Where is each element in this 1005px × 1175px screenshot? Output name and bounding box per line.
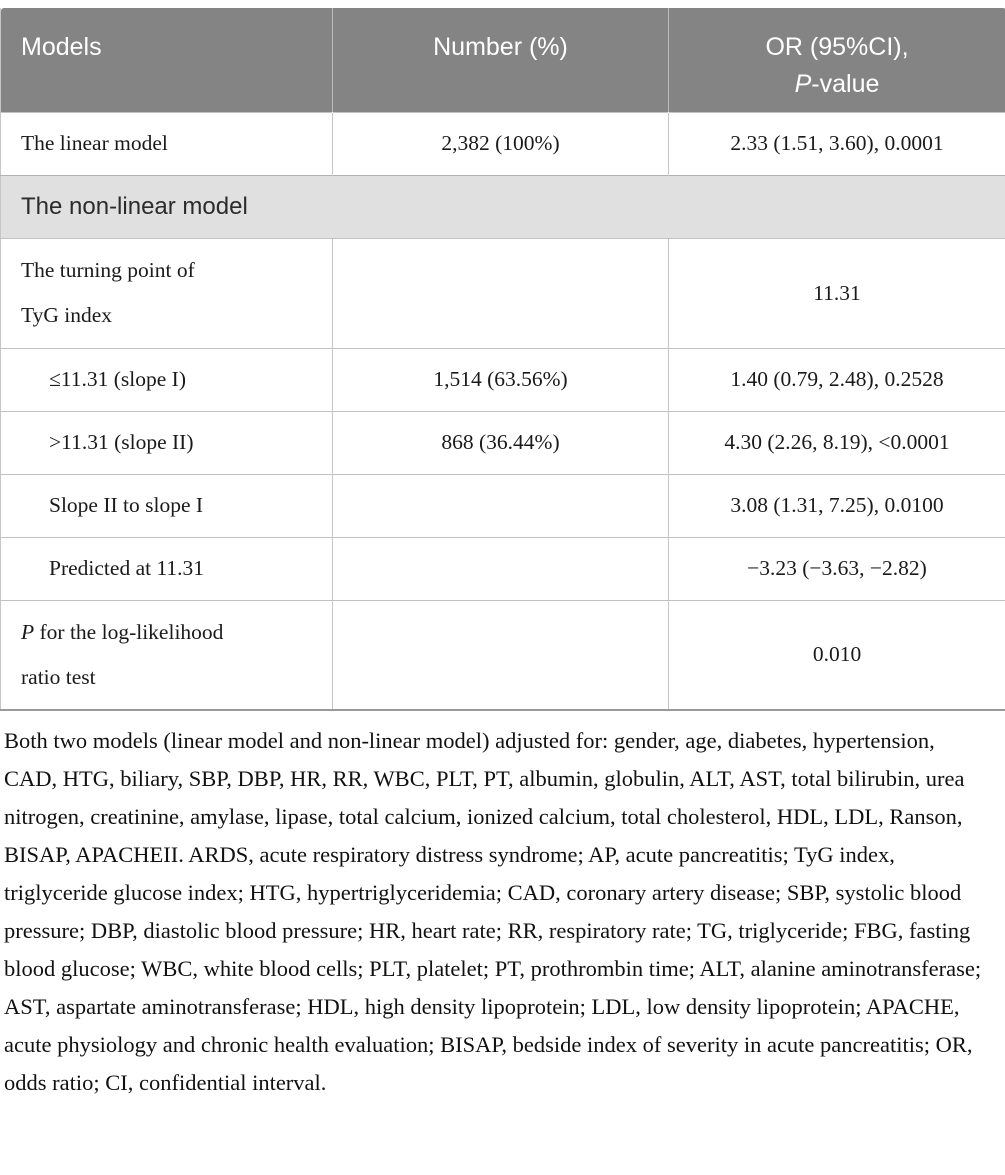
column-header-or-pvalue — [669, 8, 1005, 112]
cell-slope2-number: 868 (36.44%) — [333, 411, 669, 474]
cell-linear-number: 2,382 (100%) — [333, 112, 669, 175]
row-turning-point — [1, 238, 1005, 348]
cell-predicted-number — [333, 537, 669, 600]
cell-loglik-number — [333, 600, 669, 710]
or-header-line2: P-value — [794, 70, 880, 98]
p-italic: P — [794, 70, 812, 98]
cell-turning-number — [333, 238, 669, 348]
cell-loglik-or: 0.010 — [669, 600, 1005, 710]
row-predicted — [1, 537, 1005, 600]
cell-turning-or: 11.31 — [669, 238, 1005, 348]
cell-turning-label: The turning point of TyG index — [1, 238, 333, 348]
column-header-models: Models — [1, 8, 333, 112]
cell-slope1-or: 1.40 (0.79, 2.48), 0.2528 — [669, 348, 1005, 411]
or-header-line1: OR (95%CI), — [765, 33, 909, 61]
cell-ratio-label: Slope II to slope I — [1, 474, 333, 537]
cell-loglik-label: P for the log-likelihood ratio test — [1, 600, 333, 710]
cell-linear-label: The linear model — [1, 112, 333, 175]
cell-linear-or: 2.33 (1.51, 3.60), 0.0001 — [669, 112, 1005, 175]
cell-ratio-or: 3.08 (1.31, 7.25), 0.0100 — [669, 474, 1005, 537]
p-italic: P — [21, 619, 35, 644]
table-header-row — [1, 8, 1005, 112]
results-table — [0, 8, 1005, 711]
cell-slope1-number: 1,514 (63.56%) — [333, 348, 669, 411]
cell-slope2-label: >11.31 (slope II) — [1, 411, 333, 474]
cell-slope2-or: 4.30 (2.26, 8.19), <0.0001 — [669, 411, 1005, 474]
cell-predicted-or: −3.23 (−3.63, −2.82) — [669, 537, 1005, 600]
row-slope-1 — [1, 348, 1005, 411]
table-footnote: Both two models (linear model and non-linear model) adjusted for: gender, age, diabetes, hypertension, CAD, HTG, biliary, SBP, DBP, HR, RR, WBC, PLT, PT, albumin, globulin, ALT, AST, total bilirubin, urea nitrogen, creatinine, amylase, lipase, total calcium, ionized calcium, total cholesterol, HDL, LDL, Ranson, BISAP, APACHEII. ARDS, acute respiratory distress syndrome; AP, acute pancreatitis; TyG index, triglyceride glucose index; HTG, hypertriglyceridemia; CAD, coronary artery disease; SBP, systolic blood pressure; DBP, diastolic blood pressure; HR, heart rate; RR, respiratory rate; TG, triglyceride; FBG, fasting blood glucose; WBC, white blood cells; PLT, platelet; PT, prothrombin time; ALT, alanine aminotransferase; AST, aspartate aminotransferase; HDL, high density lipoprotein; LDL, low density lipoprotein; APACHE, acute physiology and chronic health evaluation; BISAP, bedside index of severity in acute pancreatitis; OR, odds ratio; CI, confidential interval. — [4, 728, 982, 1095]
section-header-nonlinear: The non-linear model — [1, 175, 1005, 238]
cell-slope1-label: ≤11.31 (slope I) — [1, 348, 333, 411]
row-section-nonlinear — [1, 175, 1005, 238]
row-slope-ratio — [1, 474, 1005, 537]
row-linear-model — [1, 112, 1005, 175]
row-slope-2 — [1, 411, 1005, 474]
cell-predicted-label: Predicted at 11.31 — [1, 537, 333, 600]
cell-ratio-number — [333, 474, 669, 537]
row-loglikelihood — [1, 600, 1005, 710]
column-header-number: Number (%) — [333, 8, 669, 112]
